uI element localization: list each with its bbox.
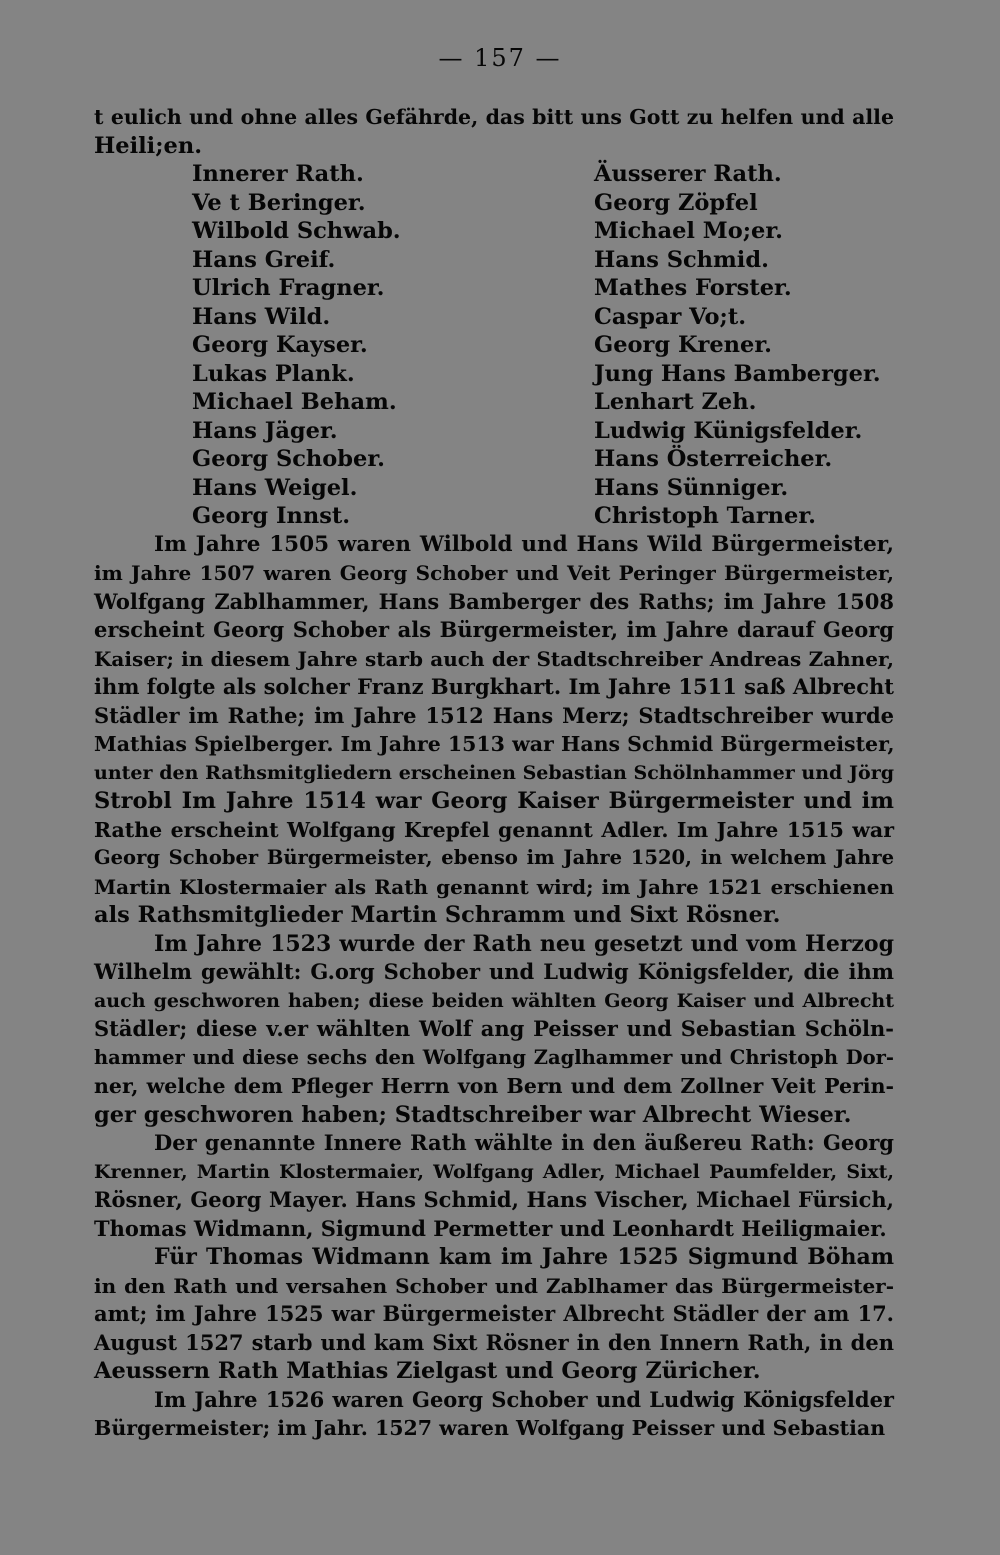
- text-line: Rösner, Georg Mayer. Hans Schmid, Hans Vischer, Michael Fürsich,: [94, 1187, 894, 1212]
- inner-council-member: Hans Jäger.: [192, 417, 338, 444]
- council-row: [94, 474, 894, 503]
- text-line: ihm folgte als solcher Franz Burgkhart. Im Jahre 1511 saß Albrecht: [94, 674, 894, 699]
- text-line: Bürgermeister; im Jahr. 1527 waren Wolfgang Peisser und Sebastian: [94, 1416, 886, 1440]
- text-line: Rathe erscheint Wolfgang Krepfel genannt Adler. Im Jahre 1515 war: [94, 817, 894, 842]
- council-row: [94, 217, 894, 246]
- council-row: [94, 417, 894, 446]
- outer-council-member: Christoph Tarner.: [594, 503, 816, 529]
- inner-council-member: Georg Innst.: [192, 503, 351, 529]
- inner-council-member: Wilbold Schwab.: [192, 218, 401, 244]
- council-list: [94, 189, 894, 531]
- council-heading-row: [94, 160, 894, 189]
- inner-council-member: Ulrich Fragner.: [192, 275, 385, 301]
- paragraph: [94, 1386, 894, 1443]
- text-line: Strobl Im Jahre 1514 war Georg Kaiser Bürgermeister und im: [94, 788, 894, 814]
- text-line: Städler; diese v.er wählten Wolf ang Peisser und Sebastian Schöln-: [94, 1016, 894, 1041]
- inner-council-member: Georg Kayser.: [192, 332, 368, 358]
- body-paragraphs: [94, 531, 894, 1443]
- outer-council-member: Ludwig Künigsfelder.: [594, 417, 863, 444]
- text-line: Der genannte Innere Rath wählte in den äußereu Rath: Georg: [154, 1130, 894, 1155]
- text-line: amt; im Jahre 1525 war Bürgermeister Albrecht Städler der am 17.: [94, 1301, 894, 1326]
- text-line: ger geschworen haben; Stadtschreiber war Albrecht Wieser.: [94, 1101, 852, 1128]
- council-row: [94, 388, 894, 417]
- council-row: [94, 502, 894, 531]
- council-row: [94, 303, 894, 332]
- inner-council-heading: Innerer Rath.: [192, 161, 364, 187]
- text-line: Im Jahre 1505 waren Wilbold und Hans Wild Bürgermeister,: [154, 531, 894, 557]
- text-line: t eulich und ohne alles Gefährde, das bitt uns Gott zu helfen und alle: [94, 105, 894, 129]
- outer-council-member: Caspar Vo;t.: [594, 303, 747, 330]
- outer-council-member: Georg Krener.: [594, 332, 772, 358]
- outer-council-member: Mathes Forster.: [594, 275, 792, 301]
- inner-council-member: Hans Wild.: [192, 303, 331, 330]
- inner-council-member: Lukas Plank.: [192, 360, 355, 387]
- outer-council-member: Michael Mo;er.: [594, 218, 783, 244]
- page-number: — 157 —: [438, 44, 562, 72]
- text-line: unter den Rathsmitgliedern erscheinen Sebastian Schölnhammer und Jörg: [94, 761, 894, 784]
- text-line: Georg Schober Bürgermeister, ebenso im Jahre 1520, in welchem Jahre: [94, 846, 894, 869]
- text-line: Städler im Rathe; im Jahre 1512 Hans Merz; Stadtschreiber wurde: [94, 702, 894, 728]
- outer-council-member: Jung Hans Bamberger.: [594, 360, 881, 387]
- text-line: Mathias Spielberger. Im Jahre 1513 war Hans Schmid Bürgermeister,: [94, 732, 895, 756]
- inner-council-member: Michael Beham.: [192, 389, 397, 415]
- text-line: Im Jahre 1526 waren Georg Schober und Ludwig Königsfelder: [154, 1386, 894, 1412]
- inner-council-member: Hans Weigel.: [192, 474, 358, 501]
- inner-council-member: Georg Schober.: [192, 446, 385, 472]
- text-line: Im Jahre 1523 wurde der Rath neu gesetzt und vom Herzog: [154, 930, 894, 957]
- council-row: [94, 445, 894, 474]
- text-line: Kaiser; in diesem Jahre starb auch der Stadtschreiber Andreas Zahner,: [94, 646, 894, 671]
- paragraph: [94, 930, 894, 1130]
- council-row: [94, 274, 894, 303]
- page-text: [94, 103, 894, 1443]
- paragraph: [94, 1129, 894, 1243]
- council-row: [94, 331, 894, 360]
- outer-council-heading: Äusserer Rath.: [594, 161, 782, 187]
- council-row: [94, 360, 894, 389]
- text-line: in den Rath und versahen Schober und Zablhamer das Bürgermeister-: [94, 1273, 894, 1298]
- text-line: ner, welche dem Pfleger Herrn von Bern und dem Zollner Veit Perin-: [94, 1074, 894, 1098]
- council-row: [94, 246, 894, 275]
- text-line: Thomas Widmann, Sigmund Permetter und Leonhardt Heiligmaier.: [94, 1215, 887, 1241]
- text-line: auch geschworen haben; diese beiden wählten Georg Kaiser und Albrecht: [94, 989, 894, 1012]
- text-line: Wolfgang Zablhammer, Hans Bamberger des Raths; im Jahre 1508: [94, 588, 894, 614]
- outer-council-member: Lenhart Zeh.: [594, 389, 757, 415]
- outer-council-member: Hans Sünniger.: [594, 474, 789, 501]
- text-line: Krenner, Martin Klostermaier, Wolfgang Adler, Michael Paumfelder, Sixt,: [94, 1160, 894, 1183]
- text-line: August 1527 starb und kam Sixt Rösner in den Innern Rath, in den: [94, 1329, 894, 1355]
- text-line: Heili;en.: [94, 132, 203, 159]
- outer-council-member: Hans Schmid.: [594, 246, 769, 273]
- paragraph: [94, 531, 894, 930]
- outer-council-member: Georg Zöpfel: [594, 189, 758, 216]
- text-line: Martin Klostermaier als Rath genannt wird; im Jahre 1521 erschienen: [94, 874, 894, 899]
- text-line: erscheint Georg Schober als Bürgermeister, im Jahre darauf Georg: [94, 617, 894, 642]
- text-line: Aeussern Rath Mathias Zielgast und Georg Züricher.: [94, 1358, 761, 1384]
- text-line: als Rathsmitglieder Martin Schramm und Sixt Rösner.: [94, 902, 781, 928]
- council-row: [94, 189, 894, 218]
- text-line: Wilhelm gewählt: G.org Schober und Ludwig Königsfelder, die ihm: [94, 959, 894, 984]
- text-line: hammer und diese sechs den Wolfgang Zaglhammer und Christoph Dor-: [94, 1045, 894, 1069]
- text-line: im Jahre 1507 waren Georg Schober und Veit Peringer Bürgermeister,: [94, 561, 894, 585]
- inner-council-member: Hans Greif.: [192, 246, 336, 273]
- inner-council-member: Ve t Beringer.: [192, 189, 366, 216]
- paragraph: [94, 1243, 894, 1386]
- text-line: Für Thomas Widmann kam im Jahre 1525 Sigmund Böham: [154, 1244, 894, 1270]
- outer-council-member: Hans Österreicher.: [594, 446, 833, 472]
